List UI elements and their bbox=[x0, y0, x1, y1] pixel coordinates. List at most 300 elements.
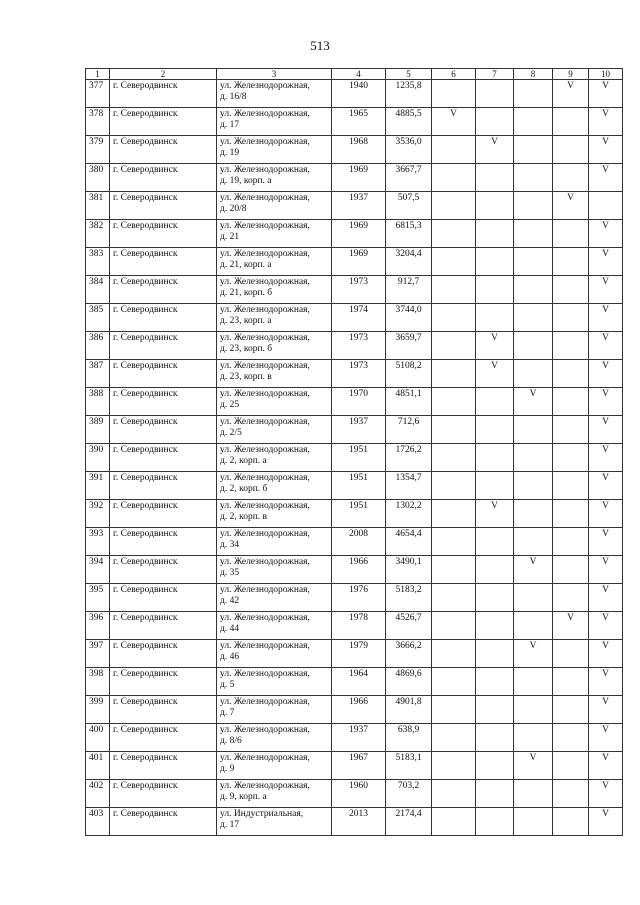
city-cell: г. Северодвинск bbox=[110, 388, 217, 416]
year-cell: 1967 bbox=[332, 752, 386, 780]
year-cell: 1979 bbox=[332, 640, 386, 668]
mark-col-7 bbox=[476, 192, 514, 220]
address-street: ул. Железнодорожная, bbox=[220, 697, 310, 707]
table-row bbox=[86, 472, 623, 500]
address-street: ул. Железнодорожная, bbox=[220, 137, 310, 147]
mark-col-9 bbox=[553, 472, 589, 500]
year-cell: 1951 bbox=[332, 444, 386, 472]
area-cell: 1235,8 bbox=[386, 80, 432, 108]
mark-col-9 bbox=[553, 780, 589, 808]
mark-col-6 bbox=[432, 388, 476, 416]
city-cell: г. Северодвинск bbox=[110, 304, 217, 332]
address-house: д. 21, корп. б bbox=[220, 288, 273, 298]
area-cell: 1354,7 bbox=[386, 472, 432, 500]
mark-col-10: V bbox=[589, 500, 623, 528]
mark-col-7 bbox=[476, 304, 514, 332]
table-row bbox=[86, 556, 623, 584]
mark-col-7 bbox=[476, 808, 514, 836]
address-cell bbox=[217, 304, 332, 332]
building-registry-table bbox=[85, 68, 623, 836]
mark-col-8: V bbox=[514, 388, 553, 416]
area-cell: 5108,2 bbox=[386, 360, 432, 388]
table-row bbox=[86, 220, 623, 248]
year-cell: 1969 bbox=[332, 220, 386, 248]
mark-col-8 bbox=[514, 696, 553, 724]
mark-col-9 bbox=[553, 556, 589, 584]
table-row bbox=[86, 304, 623, 332]
mark-col-6 bbox=[432, 780, 476, 808]
address-house: д. 19, корп. а bbox=[220, 176, 272, 186]
area-cell: 4869,6 bbox=[386, 668, 432, 696]
year-cell: 1951 bbox=[332, 500, 386, 528]
area-cell: 6815,3 bbox=[386, 220, 432, 248]
table-row bbox=[86, 584, 623, 612]
mark-col-6 bbox=[432, 584, 476, 612]
address-street: ул. Железнодорожная, bbox=[220, 529, 310, 539]
address-house: д. 42 bbox=[220, 596, 240, 606]
mark-col-10: V bbox=[589, 444, 623, 472]
mark-col-6 bbox=[432, 192, 476, 220]
mark-col-6 bbox=[432, 640, 476, 668]
row-number: 390 bbox=[86, 444, 110, 472]
area-cell: 4526,7 bbox=[386, 612, 432, 640]
column-header-3: 3 bbox=[217, 69, 332, 80]
year-cell: 1964 bbox=[332, 668, 386, 696]
city-cell: г. Северодвинск bbox=[110, 528, 217, 556]
city-cell: г. Северодвинск bbox=[110, 612, 217, 640]
column-header-6: 6 bbox=[432, 69, 476, 80]
mark-col-7 bbox=[476, 416, 514, 444]
area-cell: 4901,8 bbox=[386, 696, 432, 724]
address-cell bbox=[217, 164, 332, 192]
row-number: 386 bbox=[86, 332, 110, 360]
mark-col-9 bbox=[553, 304, 589, 332]
address-street: ул. Железнодорожная, bbox=[220, 305, 310, 315]
address-cell bbox=[217, 136, 332, 164]
mark-col-9 bbox=[553, 276, 589, 304]
table-row bbox=[86, 164, 623, 192]
address-cell bbox=[217, 416, 332, 444]
mark-col-9 bbox=[553, 584, 589, 612]
column-header-2: 2 bbox=[110, 69, 217, 80]
row-number: 381 bbox=[86, 192, 110, 220]
address-house: д. 17 bbox=[220, 120, 240, 130]
mark-col-7 bbox=[476, 388, 514, 416]
address-cell bbox=[217, 528, 332, 556]
address-house: д. 16/8 bbox=[220, 92, 247, 102]
address-street: ул. Железнодорожная, bbox=[220, 417, 310, 427]
table-row bbox=[86, 248, 623, 276]
mark-col-8 bbox=[514, 276, 553, 304]
row-number: 382 bbox=[86, 220, 110, 248]
address-house: д. 34 bbox=[220, 540, 240, 550]
table-row bbox=[86, 360, 623, 388]
address-street: ул. Железнодорожная, bbox=[220, 361, 310, 371]
city-cell: г. Северодвинск bbox=[110, 584, 217, 612]
row-number: 398 bbox=[86, 668, 110, 696]
mark-col-8 bbox=[514, 248, 553, 276]
mark-col-10: V bbox=[589, 752, 623, 780]
mark-col-8: V bbox=[514, 752, 553, 780]
address-cell bbox=[217, 276, 332, 304]
mark-col-7 bbox=[476, 528, 514, 556]
mark-col-10: V bbox=[589, 472, 623, 500]
address-street: ул. Железнодорожная, bbox=[220, 445, 310, 455]
column-header-4: 4 bbox=[332, 69, 386, 80]
mark-col-10: V bbox=[589, 612, 623, 640]
address-house: д. 9 bbox=[220, 764, 235, 774]
table-row bbox=[86, 808, 623, 836]
area-cell: 3659,7 bbox=[386, 332, 432, 360]
mark-col-10: V bbox=[589, 108, 623, 136]
row-number: 377 bbox=[86, 80, 110, 108]
city-cell: г. Северодвинск bbox=[110, 332, 217, 360]
row-number: 387 bbox=[86, 360, 110, 388]
mark-col-9 bbox=[553, 528, 589, 556]
address-street: ул. Железнодорожная, bbox=[220, 781, 310, 791]
address-street: ул. Железнодорожная, bbox=[220, 669, 310, 679]
mark-col-8 bbox=[514, 500, 553, 528]
address-cell bbox=[217, 724, 332, 752]
area-cell: 703,2 bbox=[386, 780, 432, 808]
year-cell: 1978 bbox=[332, 612, 386, 640]
city-cell: г. Северодвинск bbox=[110, 668, 217, 696]
city-cell: г. Северодвинск bbox=[110, 164, 217, 192]
address-house: д. 46 bbox=[220, 652, 240, 662]
row-number: 383 bbox=[86, 248, 110, 276]
mark-col-8 bbox=[514, 108, 553, 136]
mark-col-6 bbox=[432, 164, 476, 192]
year-cell: 1965 bbox=[332, 108, 386, 136]
table-row bbox=[86, 444, 623, 472]
column-header-1: 1 bbox=[86, 69, 110, 80]
mark-col-9 bbox=[553, 388, 589, 416]
address-street: ул. Железнодорожная, bbox=[220, 473, 310, 483]
table-row bbox=[86, 724, 623, 752]
mark-col-8: V bbox=[514, 556, 553, 584]
mark-col-9 bbox=[553, 500, 589, 528]
mark-col-6: V bbox=[432, 108, 476, 136]
mark-col-9: V bbox=[553, 80, 589, 108]
mark-col-8 bbox=[514, 724, 553, 752]
mark-col-7 bbox=[476, 724, 514, 752]
mark-col-7 bbox=[476, 248, 514, 276]
city-cell: г. Северодвинск bbox=[110, 640, 217, 668]
mark-col-9 bbox=[553, 752, 589, 780]
mark-col-9: V bbox=[553, 612, 589, 640]
year-cell: 1969 bbox=[332, 164, 386, 192]
column-header-10: 10 bbox=[589, 69, 623, 80]
address-cell bbox=[217, 192, 332, 220]
address-cell bbox=[217, 668, 332, 696]
address-cell bbox=[217, 80, 332, 108]
year-cell: 1974 bbox=[332, 304, 386, 332]
mark-col-9 bbox=[553, 220, 589, 248]
column-header-5: 5 bbox=[386, 69, 432, 80]
year-cell: 1966 bbox=[332, 696, 386, 724]
row-number: 378 bbox=[86, 108, 110, 136]
mark-col-6 bbox=[432, 808, 476, 836]
address-house: д. 17 bbox=[220, 820, 240, 830]
mark-col-7 bbox=[476, 668, 514, 696]
area-cell: 1302,2 bbox=[386, 500, 432, 528]
address-street: ул. Железнодорожная, bbox=[220, 557, 310, 567]
mark-col-6 bbox=[432, 444, 476, 472]
year-cell: 2008 bbox=[332, 528, 386, 556]
address-cell bbox=[217, 752, 332, 780]
mark-col-8 bbox=[514, 192, 553, 220]
mark-col-10: V bbox=[589, 416, 623, 444]
mark-col-8 bbox=[514, 304, 553, 332]
table-row bbox=[86, 388, 623, 416]
city-cell: г. Северодвинск bbox=[110, 276, 217, 304]
address-street: ул. Железнодорожная, bbox=[220, 501, 310, 511]
address-street: ул. Железнодорожная, bbox=[220, 585, 310, 595]
mark-col-7 bbox=[476, 612, 514, 640]
area-cell: 4654,4 bbox=[386, 528, 432, 556]
mark-col-10: V bbox=[589, 80, 623, 108]
address-cell bbox=[217, 472, 332, 500]
address-cell bbox=[217, 248, 332, 276]
table-row bbox=[86, 136, 623, 164]
year-cell: 1976 bbox=[332, 584, 386, 612]
mark-col-10: V bbox=[589, 724, 623, 752]
row-number: 391 bbox=[86, 472, 110, 500]
row-number: 388 bbox=[86, 388, 110, 416]
address-street: ул. Железнодорожная, bbox=[220, 333, 310, 343]
mark-col-10 bbox=[589, 192, 623, 220]
mark-col-10: V bbox=[589, 696, 623, 724]
address-house: д. 2, корп. в bbox=[220, 512, 268, 522]
address-street: ул. Железнодорожная, bbox=[220, 277, 310, 287]
row-number: 394 bbox=[86, 556, 110, 584]
address-street: ул. Железнодорожная, bbox=[220, 249, 310, 259]
area-cell: 4851,1 bbox=[386, 388, 432, 416]
mark-col-10: V bbox=[589, 780, 623, 808]
mark-col-6 bbox=[432, 416, 476, 444]
address-cell bbox=[217, 696, 332, 724]
address-house: д. 2, корп. б bbox=[220, 484, 268, 494]
mark-col-7 bbox=[476, 220, 514, 248]
year-cell: 1973 bbox=[332, 360, 386, 388]
address-house: д. 2, корп. а bbox=[220, 456, 267, 466]
city-cell: г. Северодвинск bbox=[110, 136, 217, 164]
mark-col-8 bbox=[514, 668, 553, 696]
area-cell: 712,6 bbox=[386, 416, 432, 444]
column-number-row bbox=[86, 69, 623, 80]
address-house: д. 35 bbox=[220, 568, 240, 578]
mark-col-6 bbox=[432, 360, 476, 388]
mark-col-6 bbox=[432, 528, 476, 556]
row-number: 385 bbox=[86, 304, 110, 332]
year-cell: 1940 bbox=[332, 80, 386, 108]
mark-col-9 bbox=[553, 668, 589, 696]
row-number: 393 bbox=[86, 528, 110, 556]
table-row bbox=[86, 640, 623, 668]
row-number: 392 bbox=[86, 500, 110, 528]
area-cell: 1726,2 bbox=[386, 444, 432, 472]
city-cell: г. Северодвинск bbox=[110, 808, 217, 836]
mark-col-9 bbox=[553, 808, 589, 836]
year-cell: 1960 bbox=[332, 780, 386, 808]
mark-col-9 bbox=[553, 696, 589, 724]
column-header-9: 9 bbox=[553, 69, 589, 80]
row-number: 400 bbox=[86, 724, 110, 752]
mark-col-6 bbox=[432, 500, 476, 528]
address-cell bbox=[217, 556, 332, 584]
mark-col-9 bbox=[553, 416, 589, 444]
row-number: 389 bbox=[86, 416, 110, 444]
mark-col-9 bbox=[553, 164, 589, 192]
mark-col-6 bbox=[432, 472, 476, 500]
mark-col-8 bbox=[514, 444, 553, 472]
page-number: 513 bbox=[310, 38, 330, 53]
table-row bbox=[86, 108, 623, 136]
table-row bbox=[86, 500, 623, 528]
mark-col-10: V bbox=[589, 668, 623, 696]
row-number: 379 bbox=[86, 136, 110, 164]
area-cell: 507,5 bbox=[386, 192, 432, 220]
mark-col-6 bbox=[432, 80, 476, 108]
mark-col-8 bbox=[514, 780, 553, 808]
mark-col-10: V bbox=[589, 220, 623, 248]
mark-col-8 bbox=[514, 360, 553, 388]
table-row bbox=[86, 528, 623, 556]
year-cell: 1966 bbox=[332, 556, 386, 584]
mark-col-7 bbox=[476, 584, 514, 612]
area-cell: 638,9 bbox=[386, 724, 432, 752]
mark-col-6 bbox=[432, 696, 476, 724]
mark-col-10: V bbox=[589, 304, 623, 332]
city-cell: г. Северодвинск bbox=[110, 108, 217, 136]
table-body bbox=[86, 80, 623, 836]
table-row bbox=[86, 696, 623, 724]
address-cell bbox=[217, 612, 332, 640]
row-number: 395 bbox=[86, 584, 110, 612]
mark-col-7 bbox=[476, 444, 514, 472]
mark-col-7 bbox=[476, 472, 514, 500]
mark-col-10: V bbox=[589, 248, 623, 276]
mark-col-8 bbox=[514, 808, 553, 836]
city-cell: г. Северодвинск bbox=[110, 752, 217, 780]
address-cell bbox=[217, 640, 332, 668]
address-street: ул. Железнодорожная, bbox=[220, 193, 310, 203]
address-house: д. 25 bbox=[220, 400, 240, 410]
row-number: 397 bbox=[86, 640, 110, 668]
mark-col-10: V bbox=[589, 640, 623, 668]
address-house: д. 23, корп. б bbox=[220, 344, 273, 354]
mark-col-7 bbox=[476, 80, 514, 108]
year-cell: 1937 bbox=[332, 192, 386, 220]
mark-col-7 bbox=[476, 556, 514, 584]
mark-col-10: V bbox=[589, 584, 623, 612]
area-cell: 5183,2 bbox=[386, 584, 432, 612]
year-cell: 1969 bbox=[332, 248, 386, 276]
mark-col-7 bbox=[476, 780, 514, 808]
table-row bbox=[86, 780, 623, 808]
city-cell: г. Северодвинск bbox=[110, 500, 217, 528]
mark-col-7 bbox=[476, 164, 514, 192]
mark-col-6 bbox=[432, 248, 476, 276]
table-row bbox=[86, 416, 623, 444]
year-cell: 1968 bbox=[332, 136, 386, 164]
address-street: ул. Железнодорожная, bbox=[220, 389, 310, 399]
table-row bbox=[86, 752, 623, 780]
address-street: ул. Железнодорожная, bbox=[220, 725, 310, 735]
mark-col-7 bbox=[476, 640, 514, 668]
mark-col-9: V bbox=[553, 192, 589, 220]
row-number: 399 bbox=[86, 696, 110, 724]
mark-col-8 bbox=[514, 584, 553, 612]
mark-col-10: V bbox=[589, 136, 623, 164]
mark-col-6 bbox=[432, 220, 476, 248]
address-house: д. 21, корп. а bbox=[220, 260, 272, 270]
year-cell: 1937 bbox=[332, 724, 386, 752]
city-cell: г. Северодвинск bbox=[110, 780, 217, 808]
area-cell: 3744,0 bbox=[386, 304, 432, 332]
row-number: 380 bbox=[86, 164, 110, 192]
table-row bbox=[86, 668, 623, 696]
mark-col-9 bbox=[553, 136, 589, 164]
address-street: ул. Железнодорожная, bbox=[220, 81, 310, 91]
mark-col-9 bbox=[553, 360, 589, 388]
city-cell: г. Северодвинск bbox=[110, 724, 217, 752]
row-number: 403 bbox=[86, 808, 110, 836]
mark-col-7: V bbox=[476, 136, 514, 164]
address-cell bbox=[217, 220, 332, 248]
mark-col-7 bbox=[476, 696, 514, 724]
address-cell bbox=[217, 444, 332, 472]
address-street: ул. Железнодорожная, bbox=[220, 753, 310, 763]
year-cell: 2013 bbox=[332, 808, 386, 836]
mark-col-8 bbox=[514, 612, 553, 640]
mark-col-6 bbox=[432, 752, 476, 780]
area-cell: 5183,1 bbox=[386, 752, 432, 780]
city-cell: г. Северодвинск bbox=[110, 444, 217, 472]
city-cell: г. Северодвинск bbox=[110, 220, 217, 248]
mark-col-6 bbox=[432, 668, 476, 696]
address-cell bbox=[217, 500, 332, 528]
address-cell bbox=[217, 584, 332, 612]
mark-col-7: V bbox=[476, 500, 514, 528]
address-house: д. 21 bbox=[220, 232, 240, 242]
address-cell bbox=[217, 808, 332, 836]
table-row bbox=[86, 80, 623, 108]
year-cell: 1937 bbox=[332, 416, 386, 444]
mark-col-9 bbox=[553, 108, 589, 136]
row-number: 384 bbox=[86, 276, 110, 304]
address-street: ул. Железнодорожная, bbox=[220, 221, 310, 231]
city-cell: г. Северодвинск bbox=[110, 472, 217, 500]
address-house: д. 9, корп. а bbox=[220, 792, 267, 802]
column-header-7: 7 bbox=[476, 69, 514, 80]
mark-col-8 bbox=[514, 136, 553, 164]
mark-col-9 bbox=[553, 640, 589, 668]
mark-col-6 bbox=[432, 332, 476, 360]
mark-col-10: V bbox=[589, 360, 623, 388]
area-cell: 3536,0 bbox=[386, 136, 432, 164]
mark-col-10: V bbox=[589, 332, 623, 360]
address-house: д. 5 bbox=[220, 680, 235, 690]
address-house: д. 23, корп. в bbox=[220, 372, 272, 382]
address-house: д. 2/5 bbox=[220, 428, 242, 438]
address-street: ул. Индустриальная, bbox=[220, 809, 304, 819]
area-cell: 3667,7 bbox=[386, 164, 432, 192]
address-cell bbox=[217, 360, 332, 388]
address-street: ул. Железнодорожная, bbox=[220, 613, 310, 623]
address-street: ул. Железнодорожная, bbox=[220, 641, 310, 651]
mark-col-9 bbox=[553, 248, 589, 276]
